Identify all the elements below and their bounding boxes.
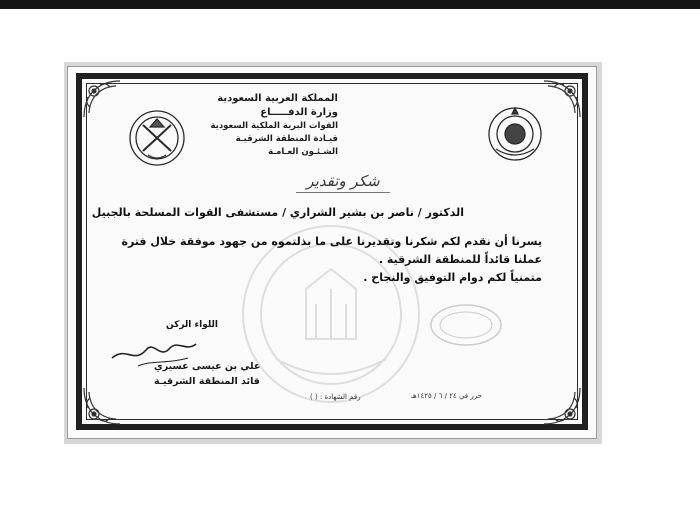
floral-corner-top-left-icon: [80, 77, 126, 123]
certificate-title: شكر وتقدير: [306, 172, 380, 190]
floral-corner-bottom-right-icon: [538, 382, 584, 428]
floral-corner-bottom-left-icon: [80, 382, 126, 428]
signatory-name: علي بن عيسى عسيري: [154, 361, 261, 372]
land-forces-emblem-icon: [126, 107, 188, 169]
body-line-3: متمنياً لكم دوام التوفيق والنجاح .: [363, 271, 542, 284]
header-department: الشـئـون العـامـة: [268, 147, 338, 157]
header-ministry: وزارة الدفـــــاع: [260, 107, 338, 118]
title-underline: [296, 192, 390, 193]
certificate: [67, 66, 597, 439]
recipient-line: الدكتور / ناصر بن بشير الشراري / مستشفى القوات المسلحة بالجبيل: [91, 206, 464, 219]
signatory-position: قائد المنطقة الشرقيـة: [154, 376, 260, 387]
signatory-rank: اللواء الركن: [166, 320, 218, 330]
header-command: قيـادة المنطقة الشرقيـة: [235, 134, 338, 144]
body-line-2: عملنا قائداً للمنطقة الشرقية .: [378, 253, 542, 266]
issue-date: حرر في ٢٤ / ٦ / ١٤٢٥هـ: [411, 392, 482, 400]
body-line-1: يسرنا أن نقدم لكم شكرنا وتقديرنا على ما بذلتموه من جهود موفقة خلال فترة: [121, 235, 542, 248]
military-emblem-icon: [484, 103, 546, 165]
header-kingdom: المملكة العربية السعودية: [217, 93, 338, 104]
scan-top-edge: [0, 0, 700, 9]
certificate-number: رقم الشهادة : ( ): [310, 393, 361, 401]
round-stamp-icon: [428, 302, 504, 348]
header-forces: القوات البرية الملكية السعودية: [210, 121, 338, 131]
